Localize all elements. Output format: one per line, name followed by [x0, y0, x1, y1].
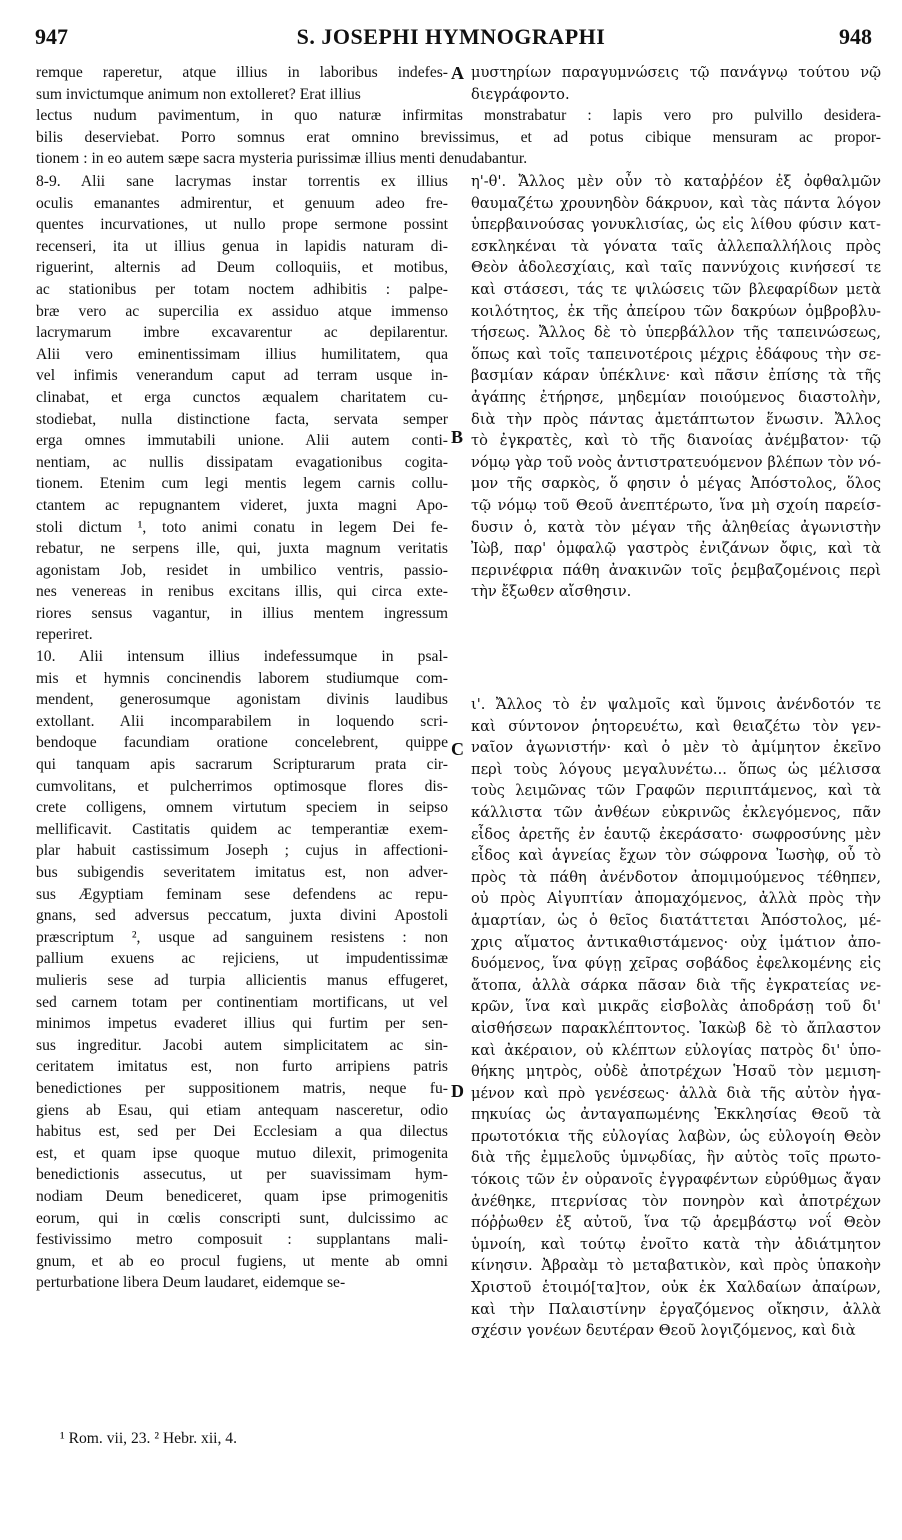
latin-line: festivissimo metro composuit : supplantans mali- [36, 1231, 448, 1249]
latin-line: crete colligens, omnem virtutum speciem in seipso [36, 799, 448, 817]
latin-line: mulieris sese ad turpia allicientis manus effugeret, [36, 971, 448, 989]
latin-column [36, 171, 448, 1294]
greek-line: πρὸς τὰ πάθη ἀνένδοτον ἀπομιμούμενος τέθηπεν, [471, 868, 881, 886]
greek-line: σχέσιν γονέων δευτέραν Θεοῦ λογιζόμενος, καὶ διὰ [471, 1322, 856, 1340]
latin-line: giens ab Esau, qui etiam antequam nasceretur, odio [36, 1101, 448, 1119]
latin-line: quentes incurvationes, ut nullo prope sermone possint [36, 216, 448, 234]
greek-line: καὶ σύντονον ῥητορευέτω, καὶ θειαζέτω τὸν γεν- [471, 717, 881, 735]
greek-line: ὑμνοίη, καὶ τούτῳ ἐνοῖτο κατὰ τὴν ἀδιάτμητον [471, 1235, 881, 1253]
greek-line: τὴν ἔξωθεν αἴσθησιν. [471, 583, 632, 601]
greek-line: εσκληκέναι τὰ γόνατα ταῖς ἀλλεπαλλήλοις πρὸς [471, 237, 881, 255]
greek-line: θαυμαζέτω χρουνηδὸν δάκρυον, καὶ τὰς πάντα λόγον [471, 194, 881, 212]
greek-line: κίνησιν. Ἀβραὰμ τὸ μεταβατικὸν, καὶ πρὸς ὑπακοὴν [471, 1257, 881, 1275]
latin-line: reperiret. [36, 626, 93, 644]
greek-line: νόμῳ γὰρ τοῦ νοὸς ἀντιστρατευόμενον βλέπων τὸν νό- [471, 453, 881, 471]
footnote: ¹ Rom. vii, 23. ² Hebr. xii, 4. [60, 1430, 237, 1447]
greek-line: περινέφρια πάθη ἀνακινῶν τοῖς ῥεμβαζομένοις περὶ [471, 561, 881, 579]
greek-line: μένον καὶ πρὸ γενέσεως· ἀλλὰ διὰ τῆς αὐτὸν ἠγα- [471, 1084, 881, 1102]
greek-line: αἰσθήσεων παρακλέπτοντος. Ἰακὼβ δὲ τὸ ἄπλαστον [471, 1019, 881, 1037]
latin-line: Alii vero eminentissimam illius humilitatem, qua [36, 345, 448, 363]
latin-line: agonistam Job, residet in umbilico ventris, passio- [36, 561, 448, 579]
latin-line: bus subigendis severitatem imitatus est, non adver- [36, 864, 448, 881]
latin-line: perturbatione libera Deum laudaret, eidemque se- [36, 1274, 346, 1292]
latin-line: mis et hymnis concinendis laborem studiumque com- [36, 669, 448, 687]
greek-line: δυόμενος, ἵνα φύγῃ χεῖρας σοβάδος ἐφελκομένης εἰς [471, 955, 881, 973]
greek-line: καὶ στάσεσι, τάς τε ψιλώσεις τῶν βλεφαρίδων μετὰ [471, 280, 881, 298]
latin-line: gnans, sed adversus peccatum, juxta divini Apostoli [36, 907, 448, 925]
greek-line: διεγράφοντο. [471, 85, 570, 103]
greek-line: Θεὸν ἀδολεσχίαις, καὶ ταῖς παννύχοις κινήσεσί τε [471, 259, 881, 277]
page-number-left: 947 [35, 24, 68, 49]
latin-line: vel infimis venerandum caput ad terram usque in- [36, 367, 448, 385]
greek-line: κάλλιστα τῶν ἀνθέων εὐκρινῶς ἐκλεγόμενος, πᾶν [471, 803, 881, 821]
greek-line: καὶ ἀκέραιον, οὐ κλέπτων εὐλογίας πατρὸς δι' ὑπο- [471, 1041, 881, 1059]
greek-line: βασμίαν κάραν ὑπέκλινε· καὶ πᾶσιν ἐπίσης τὰ τῆς [471, 367, 881, 385]
latin-line: clinabat, et erga cunctos æqualem charitatem cu- [36, 388, 448, 406]
latin-line: mellificavit. Castitatis quidem ac temperantiæ exem- [36, 820, 448, 838]
latin-line: pallium exuens ac rejiciens, ut impudentissimæ [36, 950, 448, 968]
latin-line: 8-9. Alii sane lacrymas instar torrentis ex illius [36, 173, 448, 190]
margin-marker-b: B [451, 427, 464, 447]
latin-line: tionem. Etenim cum legi mentis legem carnis collu- [36, 475, 448, 493]
latin-line: riguerint, alternis ad Deum colloquiis, et motibus, [36, 259, 448, 277]
margin-marker-a: A [451, 63, 464, 83]
greek-line: οὐ πρὸς Αἰγυπτίαν ἀπομαχόμενος, ἀλλὰ πρὸς τὴν [471, 890, 881, 908]
latin-line: sed carnem totam per continentiam mortificans, ut vel [36, 993, 448, 1011]
latin-line: nentiam, ac nullis dissipatam evagationibus cogita- [36, 453, 448, 471]
greek-line: ἁμαρτίαν, ὡς ὁ θεῖος διατάττεται Ἀπόστολος, μέ- [471, 911, 881, 929]
latin-line: erga omnes immutabili unione. Alii autem conti- [36, 432, 448, 450]
greek-line: πόῤῥωθεν ἐξ αὐτοῦ, ἵνα τῷ ἀρεμβάστῳ νοΐ Θεὸν [471, 1214, 881, 1232]
greek-line: τήσεως. Ἄλλος δὲ τὸ ὑπερβάλλον τῆς ταπεινώσεως, [471, 324, 881, 342]
page-header [0, 24, 902, 60]
latin-line: minimos impetus evaderet illius qui furtim per sen- [36, 1015, 448, 1033]
latin-line: sus ingreditur. Jacobi autem simplicitatem ac sin- [36, 1036, 448, 1054]
greek-column-top [471, 62, 881, 105]
greek-line: τοὺς λειμῶνας τῶν Γραφῶν περιιπτάμενος, καὶ τὰ [471, 782, 881, 800]
latin-line: benedictiones per suppositionem matris, neque fu- [36, 1079, 448, 1097]
greek-column-part2 [471, 694, 881, 1342]
greek-line: τῷ νόμῳ τοῦ Θεοῦ ἀνεπτέρωτο, ἵνα μὴ σχοίη παρείσ- [471, 496, 881, 514]
latin-line: sus Ægyptiam feminam sese defendens ac repu- [36, 885, 448, 903]
greek-line: ἄτοπα, ἀλλὰ σάρκα πᾶσαν διὰ τῆς ἐγκρατείας νε- [471, 976, 881, 994]
latin-line: rebatur, ne serpens ille, qui, juxta magnum veritatis [36, 540, 448, 558]
greek-line: ναῖον ἀγωνιστήν· καὶ ὁ μὲν τὸ ἀμίμητον ἐκεῖνο [471, 739, 881, 757]
greek-line: εἶδος ἀρετῆς ἐν ἑαυτῷ ἐκεράσατο· σωφροσύνης μὲν [471, 825, 881, 843]
margin-marker-d: D [451, 1081, 464, 1101]
latin-line: bræ vero ac supercilia ex assiduo atque immenso [36, 302, 448, 320]
latin-line: habitus est, sed per Dei Ecclesiam a qua dilectus [36, 1123, 448, 1141]
greek-line: ἀγάπης ἐτήρησε, μηδεμίαν ποιούμενος διαστολὴν, [471, 388, 881, 406]
shared-full-width-lines [36, 105, 881, 170]
latin-line: bendoque facundiam oratione concelebrent, quippe [36, 734, 448, 752]
greek-line: ι'. Ἄλλος τὸ ἐν ψαλμοῖς καὶ ὕμνοις ἀνένδοτόν τε [471, 696, 881, 713]
latin-line: præscriptum ², usque ad sanguinem resistens : non [36, 928, 448, 946]
greek-line: ὑπερβαινούσας γονυκλισίας, ὡς εἰς λίθου φύσιν κατ- [471, 216, 881, 234]
greek-line: ὅπως καὶ τοῖς ταπεινοτέροις μέχρις ἐδάφους τὴν σε- [471, 345, 881, 363]
latin-line: nodiam Deum benediceret, quam ipse primogenitis [36, 1187, 448, 1205]
greek-line: η'-θ'. Ἄλλος μὲν οὖν τὸ καταῤῥέον ἐξ ὀφθαλμῶν [471, 173, 881, 190]
greek-line: τόκοις τῶν ἐν οὐρανοῖς ἐγγραφέντων εὐρύθμως ἄγαν [471, 1171, 881, 1189]
latin-line: stoli dictum ¹, toto animi conatu in legem Dei fe- [36, 518, 448, 536]
greek-line: δυσιν ὁ, κατὰ τὸν μέγαν τῆς ἀληθείας ἀγωνιστὴν [471, 518, 881, 536]
latin-line: recenseri, ita ut illius genua in lapidis naturam di- [36, 237, 448, 255]
full-width-line: lectus nudum pavimentum, in quo naturæ infirmitas monstrabatur : lapis vero pro pulvillo desidera- [36, 107, 881, 124]
greek-line: κρῶν, ἵνα καὶ μικρᾶς εἰσβολὰς ἀποδράσῃ τοῦ δι' [471, 998, 881, 1016]
latin-line: riores sensus vagantur, in illius mentem ingressum [36, 604, 448, 622]
greek-line: διὰ τῆς ἐμμελοῦς ὑμνῳδίας, ἣν αὐτὸς τοῖς πρωτο- [471, 1149, 881, 1167]
latin-line: ac stationibus per totam noctem adhibitis : palpe- [36, 280, 448, 298]
full-width-line: bilis deserviebat. Porro somnus erat omnino brevissimus, et ad potus cibique mensuram ac propor- [36, 128, 881, 146]
latin-line: stodiebat, nulla distinctione facta, servata semper [36, 410, 448, 428]
latin-line: est, et quam ipse quoque mutuo dilexit, primogenita [36, 1144, 448, 1162]
latin-line: 10. Alii intensum illius indefessumque in psal- [36, 648, 448, 666]
greek-line: χρις αἵματος ἀντικαθιστάμενος· οὐχ ἱμάτιον ἀπο- [471, 933, 881, 951]
latin-line: plar habuit castissimum Joseph ; cujus in affectioni- [36, 842, 448, 860]
greek-line: πηκυίας ὡς ἀνταγαπωμένης Ἐκκλησίας Θεοῦ τὰ [471, 1106, 881, 1124]
latin-line: eorum, qui in cœlis conscripti sunt, dulcissimo ac [36, 1209, 448, 1227]
greek-line: εἶδος καὶ ἁγνείας ἔχων τὸν σώφρονα Ἰωσὴφ, οὗ τὸ [471, 847, 881, 865]
greek-line: τὸ ἐγκρατὲς, καὶ τὸ τῆς διανοίας ἀνέμβατον· τῷ [471, 432, 881, 450]
greek-line: Χριστοῦ ἑτοιμό[τα]τον, οὐκ ἐκ Χαλδαίων ἀπαίρων, [471, 1279, 881, 1297]
margin-marker-c: C [451, 739, 464, 759]
greek-line: κοιλότητος, ἐκ τῆς ἀπείρου τῶν δακρύων ὀμβροβλυ- [471, 302, 881, 320]
latin-line: remque raperetur, atque illius in laboribus indefes- [36, 64, 448, 81]
running-title: S. JOSEPHI HYMNOGRAPHI [296, 24, 606, 49]
greek-column-part1 [471, 171, 881, 603]
greek-line: Ἰὼβ, παρ' ὀμφαλῷ γαστρὸς ἐνιζάνων ὄφις, καὶ τὰ [471, 540, 881, 558]
latin-line: benedictionis assecutus, ut per suavissimam hym- [36, 1166, 448, 1184]
greek-line: περὶ τοὺς λόγους μεγαλυνέτω... ὅπως ὡς μέλισσα [471, 760, 881, 778]
greek-line: θήκης μητρὸς, οὐδὲ ἀποτρέχων Ἡσαῦ τὸν μεμιση- [471, 1063, 881, 1081]
greek-line: καὶ τὴν Παλαιστίνην ἐργαζόμενος οἴκησιν, ἀλλὰ [471, 1300, 881, 1318]
full-width-line: tionem : in eo autem sæpe sacra mysteria purissimæ illius menti denudabantur. [36, 150, 528, 168]
latin-column-top [36, 62, 448, 105]
latin-line: mendent, generosumque agonistam divinis laudibus [36, 691, 448, 709]
latin-line: ctantem ac repugnantem videret, juxta magni Apo- [36, 496, 448, 514]
greek-line: μον τῆς σαρκὸς, ὅ φησιν ὁ μέγας Ἀπόστολος, ὅλος [471, 475, 881, 493]
greek-line: ἀνέθηκε, πτερνίσας τὸν πονηρὸν καὶ ἀποτρέχων [471, 1192, 881, 1210]
latin-line: qui tanquam apis sacrarum Scripturarum prata cir- [36, 756, 448, 774]
greek-line: διὰ τὴν πρὸς πάντας ἀμετάπτωτον ἕνωσιν. Ἄλλος [471, 410, 881, 428]
page-number-right: 948 [839, 24, 872, 49]
latin-line: oculis emanantes admirentur, et genuum adeo fre- [36, 194, 448, 212]
latin-line: gnum, et ab eo procul fugiens, ut mente ab omni [36, 1252, 448, 1270]
latin-line: cumvolitans, et pulcherrimos optimosque flores dis- [36, 777, 448, 795]
latin-line: ceritatem imitatus est, non furto arripiens patris [36, 1058, 448, 1076]
greek-line: πρωτοτόκια τῆς εὐλογίας λαβὼν, ὡς εὐλογοίη Θεὸν [471, 1127, 881, 1145]
latin-line: lacrymarum imbre excavarentur ac depilarentur. [36, 324, 448, 342]
latin-line: nes venereas in renibus excitans illis, qui circa exte- [36, 583, 448, 601]
latin-line: sum invictumque animum non extolleret? Erat illius [36, 85, 361, 103]
greek-line: μυστηρίων παραγυμνώσεις τῷ πανάγνῳ τούτου νῷ [471, 64, 881, 81]
latin-line: extollant. Alii incomparabilem in loquendo scri- [36, 712, 448, 730]
